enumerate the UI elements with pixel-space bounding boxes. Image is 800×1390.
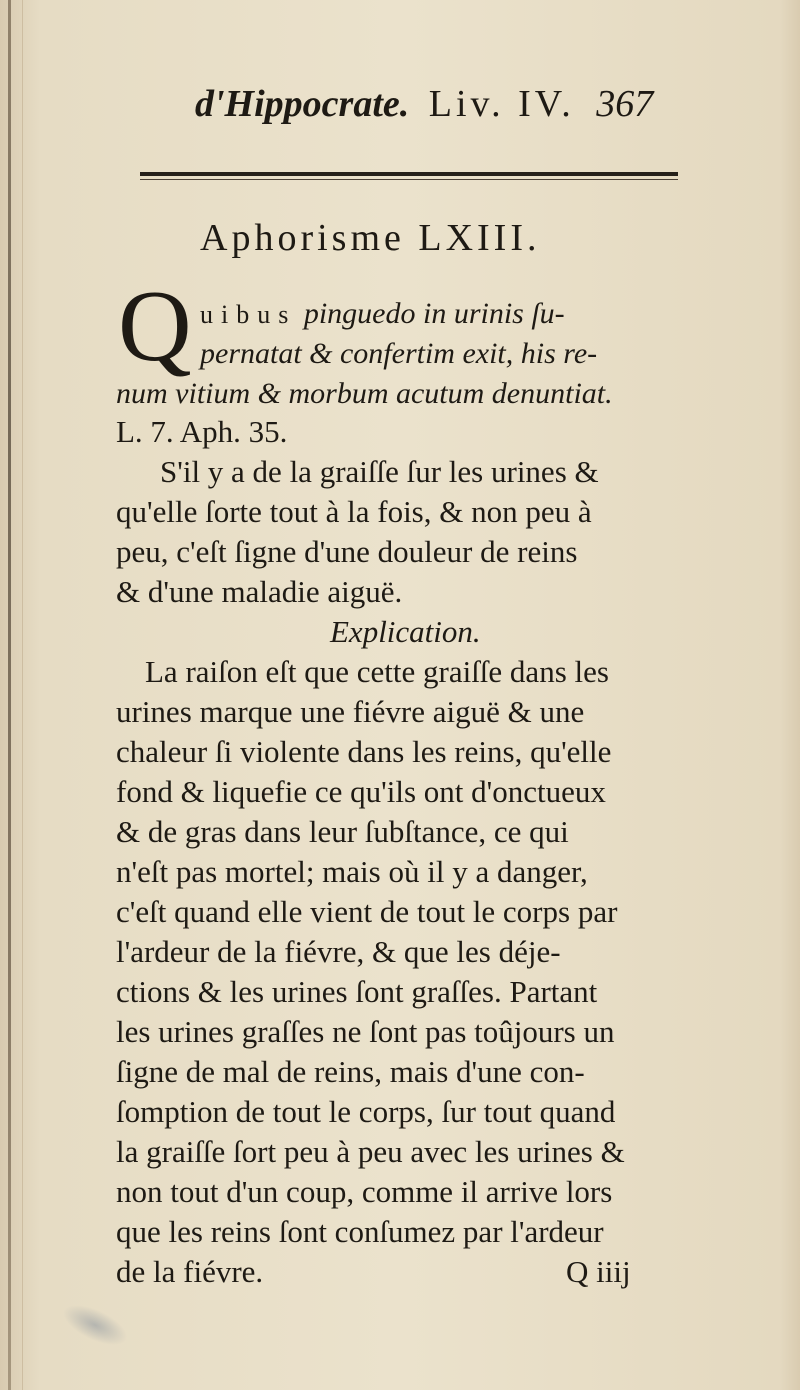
explication-heading: Explication. bbox=[330, 614, 481, 649]
translation-line: S'il y a de la graiſſe ſur les urines & bbox=[160, 454, 599, 489]
latin-line-1-text: pinguedo in urinis ſu- bbox=[303, 297, 565, 330]
explication-line: ſomption de tout le corps, ſur tout quand bbox=[116, 1094, 616, 1129]
explication-line: n'eſt pas mortel; mais où il y a danger, bbox=[116, 854, 588, 889]
explication-line: que les reins ſont conſumez par l'ardeur bbox=[116, 1214, 604, 1249]
explication-line: la graiſſe ſort peu à peu avec les urines & bbox=[116, 1134, 625, 1169]
latin-reference: L. 7. Aph. 35. bbox=[116, 414, 288, 449]
explication-line: l'ardeur de la fiévre, & que les déje- bbox=[116, 934, 561, 969]
explication-line: ſigne de mal de reins, mais d'une con- bbox=[116, 1054, 585, 1089]
drop-capital: Q bbox=[118, 270, 192, 383]
explication-line: les urines graſſes ne ſont pas toûjours un bbox=[116, 1014, 615, 1049]
explication-line: chaleur ſi violente dans les reins, qu'elle bbox=[116, 734, 612, 769]
explication-line: La raiſon eſt que cette graiſſe dans les bbox=[145, 654, 609, 689]
explication-line: urines marque une fiévre aiguë & une bbox=[116, 694, 585, 729]
header-rule-thin bbox=[140, 179, 678, 180]
explication-line: & de gras dans leur ſubſtance, ce qui bbox=[116, 814, 569, 849]
explication-line: c'eſt quand elle vient de tout le corps par bbox=[116, 894, 618, 929]
page-number: 367 bbox=[596, 83, 654, 125]
page-spine-shadow bbox=[8, 0, 11, 1390]
translation-line: qu'elle ſorte tout à la fois, & non peu à bbox=[116, 494, 592, 529]
explication-line: fond & liquefie ce qu'ils ont d'onctueux bbox=[116, 774, 606, 809]
latin-line-2: pernatat & confertim exit, his re- bbox=[200, 337, 598, 370]
translation-line: & d'une maladie aiguë. bbox=[116, 574, 403, 609]
header-rule bbox=[140, 172, 678, 176]
latin-line-1 bbox=[200, 294, 565, 335]
translation-line: peu, c'eſt ſigne d'une douleur de reins bbox=[116, 534, 578, 569]
header-author: d'Hippocrate. bbox=[195, 83, 410, 125]
running-header bbox=[195, 82, 725, 132]
latin-line-3: num vitium & morbum acutum denuntiat. bbox=[116, 377, 613, 410]
explication-last-line: de la fiévre. bbox=[116, 1254, 264, 1289]
header-book: Liv. IV. bbox=[428, 83, 575, 125]
signature-mark: Q iiij bbox=[566, 1254, 631, 1289]
explication-line: non tout d'un coup, comme il arrive lors bbox=[116, 1174, 613, 1209]
page-edge-line bbox=[22, 0, 23, 1390]
aphorism-title: Aphorisme LXIII. bbox=[200, 217, 541, 259]
explication-line: ctions & les urines ſont graſſes. Partant bbox=[116, 974, 598, 1009]
ink-stain bbox=[57, 1297, 133, 1354]
latin-small-caps: uibus bbox=[200, 300, 297, 329]
